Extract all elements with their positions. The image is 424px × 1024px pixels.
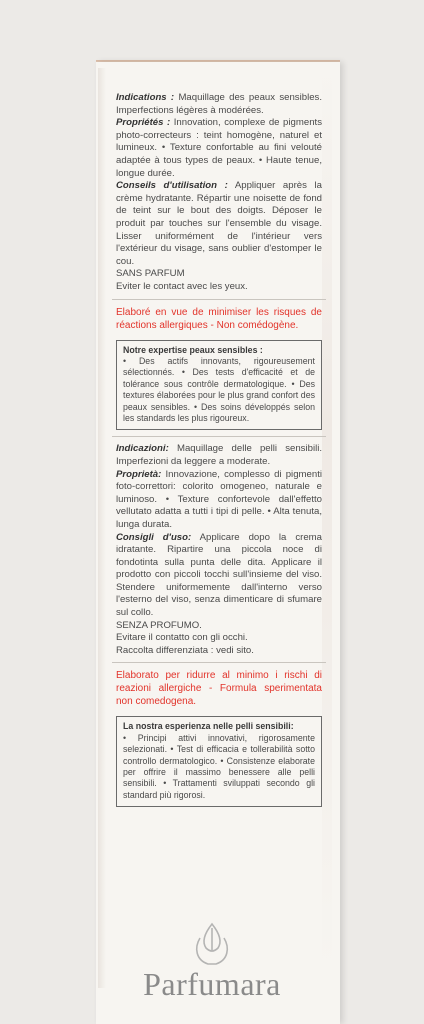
watermark-brand: Parfumara: [143, 966, 281, 1002]
divider: [112, 662, 326, 663]
it-expertise-text: • Principi attivi innovativi, rigorosamente selezionati. • Test di efficacia e tollerabilità sotto controllo dermatologico. • Consistenze elaborate per offrire il massimo benessere alle pelli sensibili. • Trattamenti sviluppati secondo gli standard più rigorosi.: [123, 732, 315, 800]
it-indicazioni-label: Indicazioni:: [116, 443, 169, 455]
fr-eviter: Eviter le contact avec les yeux.: [116, 280, 248, 292]
fr-indications: [116, 92, 322, 117]
it-consigli: [116, 532, 322, 620]
fr-indications-text: Maquillage des peaux sensibles. Imperfections légères à modérées.: [116, 92, 322, 116]
it-consigli-text: Applicare dopo la crema idratante. Ripartire una piccola noce di fondotinta sulla punta delle dita. Applicare il prodotto con piccoli tocchi sull'insieme del viso. Stendere uniformemente dall'interno verso l'esterno del viso, senza dimenticare di sfumare sul collo.: [116, 531, 322, 619]
it-expertise-title: La nostra esperienza nelle pelli sensibili:: [123, 721, 294, 732]
box-side-shading: [322, 70, 332, 970]
fr-conseils-text: Appliquer après la crème hydratante. Répartir une noisette de fond de teint sur le bout des doigts. Déposer le produit par touches sur l'ensemble du visage. Lisser uniformément de l'intérieur vers l'extérieur du visage, sans oublier d'estomper le cou.: [116, 180, 322, 267]
it-evitare: Evitare il contatto con gli occhi.: [116, 632, 248, 644]
it-senza-profumo: SENZA PROFUMO.: [116, 619, 202, 631]
fr-allergy-claim: Elaboré en vue de minimiser les risques de réactions allergiques - Non comédogène.: [116, 306, 322, 331]
it-raccolta: Raccolta differenziata : vedi sito.: [116, 644, 254, 656]
fr-conseils: [116, 180, 322, 268]
it-indicazioni: [116, 443, 322, 468]
fr-indications-label: Indications :: [116, 92, 175, 103]
divider: [112, 436, 326, 437]
box-text-panel: [116, 92, 322, 813]
box-fold-edge: [98, 68, 106, 988]
it-proprieta: [116, 469, 322, 532]
it-proprieta-label: Proprietà:: [116, 468, 162, 480]
fr-conseils-label: Conseils d'utilisation :: [116, 180, 228, 192]
it-allergy-claim: Elaborato per ridurre al minimo i rischi di reazioni allergiche - Formula sperimentata non comedogena.: [116, 670, 322, 708]
fr-expertise-title: Notre expertise peaux sensibles :: [123, 344, 263, 355]
fr-sans-parfum: SANS PARFUM: [116, 268, 185, 280]
it-consigli-label: Consigli d'uso:: [116, 531, 192, 543]
it-indicazioni-text: Maquillage delle pelli sensibili. Imperfezioni da leggere a moderate.: [116, 443, 322, 467]
divider: [112, 299, 326, 300]
fr-proprietes: [116, 117, 322, 180]
fr-expertise-box: [116, 340, 322, 431]
it-expertise-box: [116, 716, 322, 807]
fr-proprietes-label: Propriétés :: [116, 117, 171, 129]
fr-expertise-text: • Des actifs innovants, rigoureusement sélectionnés. • Des tests d'efficacité et de tolérance sous contrôle dermatologique. • Des textures élaborées pour le plus grand confort des peaux sensibles. • Des soins développés selon les standards les plus rigoureux.: [123, 355, 315, 423]
it-proprieta-text: Innovazione, complesso di pigmenti foto-correttori: colorito omogeneo, naturale e luminoso. • Texture confortevole dall'effetto vellutato adatta a tutti i tipi di pelle. • Alta tenuta, lunga durata.: [116, 468, 322, 530]
fr-proprietes-text: Innovation, complexe de pigments photo-correcteurs : teint homogène, naturel et lumineux. • Texture confortable au fini velouté adaptée à tous types de peaux. • Haute tenue, longue durée.: [116, 117, 322, 179]
